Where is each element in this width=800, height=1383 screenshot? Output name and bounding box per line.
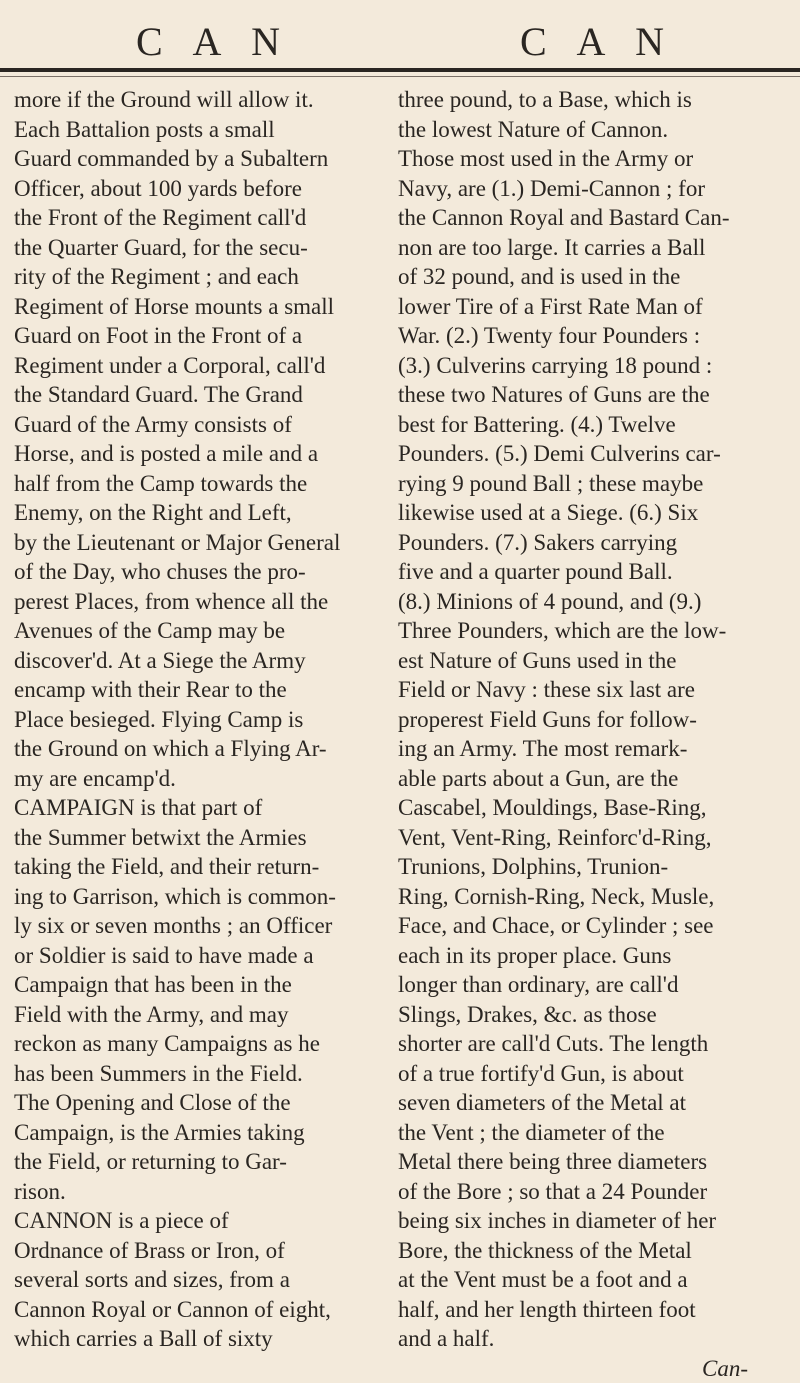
text-line: being six inches in diameter of her (398, 1206, 788, 1236)
text-line: est Nature of Guns used in the (398, 646, 788, 676)
text-line: The Opening and Close of the (14, 1088, 384, 1118)
text-line: Three Pounders, which are the low- (398, 616, 788, 646)
left-column (14, 85, 384, 1354)
text-line: by the Lieutenant or Major General (14, 528, 384, 558)
text-line: Field with the Army, and may (14, 1000, 384, 1030)
text-line: Field or Navy : these six last are (398, 675, 788, 705)
text-line: has been Summers in the Field. (14, 1059, 384, 1089)
text-line: properest Field Guns for follow- (398, 705, 788, 735)
text-line: five and a quarter pound Ball. (398, 557, 788, 587)
text-line: the Quarter Guard, for the secu- (14, 233, 384, 263)
text-line: the Cannon Royal and Bastard Can- (398, 203, 788, 233)
text-line: best for Battering. (4.) Twelve (398, 410, 788, 440)
text-line: which carries a Ball of sixty (14, 1324, 384, 1354)
text-line: CAMPAIGN is that part of (14, 793, 384, 823)
text-line: the Front of the Regiment call'd (14, 203, 384, 233)
text-line: likewise used at a Siege. (6.) Six (398, 498, 788, 528)
text-line: Trunions, Dolphins, Trunion- (398, 852, 788, 882)
text-line: perest Places, from whence all the (14, 587, 384, 617)
text-line: several sorts and sizes, from a (14, 1265, 384, 1295)
text-line: Metal there being three diameters (398, 1147, 788, 1177)
text-line: lower Tire of a First Rate Man of (398, 292, 788, 322)
text-line: the Summer betwixt the Armies (14, 823, 384, 853)
text-line: of a true fortify'd Gun, is about (398, 1059, 788, 1089)
text-line: Bore, the thickness of the Metal (398, 1236, 788, 1266)
text-line: shorter are call'd Cuts. The length (398, 1029, 788, 1059)
text-line: Slings, Drakes, &c. as those (398, 1000, 788, 1030)
text-line: Officer, about 100 yards before (14, 174, 384, 204)
text-line: of 32 pound, and is used in the (398, 262, 788, 292)
text-line: Ring, Cornish-Ring, Neck, Musle, (398, 882, 788, 912)
text-line: Pounders. (5.) Demi Culverins car- (398, 439, 788, 469)
right-column (398, 85, 788, 1383)
text-line: discover'd. At a Siege the Army (14, 646, 384, 676)
text-line: these two Natures of Guns are the (398, 380, 788, 410)
text-line: the lowest Nature of Cannon. (398, 115, 788, 145)
text-line: or Soldier is said to have made a (14, 941, 384, 971)
text-line: ing to Garrison, which is common- (14, 882, 384, 912)
catchword: Can- (398, 1354, 788, 1383)
text-line: the Standard Guard. The Grand (14, 380, 384, 410)
text-line: at the Vent must be a foot and a (398, 1265, 788, 1295)
text-line: Campaign that has been in the (14, 970, 384, 1000)
text-line: half, and her length thirteen foot (398, 1295, 788, 1325)
text-line: three pound, to a Base, which is (398, 85, 788, 115)
text-line: the Vent ; the diameter of the (398, 1118, 788, 1148)
text-line: (3.) Culverins carrying 18 pound : (398, 351, 788, 381)
text-line: of the Bore ; so that a 24 Pounder (398, 1177, 788, 1207)
text-line: Enemy, on the Right and Left, (14, 498, 384, 528)
header-rule-thin (0, 76, 800, 77)
text-line: seven diameters of the Metal at (398, 1088, 788, 1118)
header-left-word: C A N (136, 18, 291, 65)
text-line: the Ground on which a Flying Ar- (14, 734, 384, 764)
text-line: (8.) Minions of 4 pound, and (9.) (398, 587, 788, 617)
running-header (0, 10, 800, 70)
text-line: the Field, or returning to Gar- (14, 1147, 384, 1177)
text-line: of the Day, who chuses the pro- (14, 557, 384, 587)
text-line: Guard of the Army consists of (14, 410, 384, 440)
text-line: taking the Field, and their return- (14, 852, 384, 882)
text-line: more if the Ground will allow it. (14, 85, 384, 115)
text-line: able parts about a Gun, are the (398, 764, 788, 794)
text-line: half from the Camp towards the (14, 469, 384, 499)
text-line: Place besieged. Flying Camp is (14, 705, 384, 735)
header-rule (0, 68, 800, 72)
text-line: rying 9 pound Ball ; these maybe (398, 469, 788, 499)
text-line: Guard on Foot in the Front of a (14, 321, 384, 351)
text-line: and a half. (398, 1324, 788, 1354)
text-line: each in its proper place. Guns (398, 941, 788, 971)
text-line: Regiment of Horse mounts a small (14, 292, 384, 322)
text-line: rison. (14, 1177, 384, 1207)
text-line: Regiment under a Corporal, call'd (14, 351, 384, 381)
text-line: Avenues of the Camp may be (14, 616, 384, 646)
text-line: ing an Army. The most remark- (398, 734, 788, 764)
header-right-word: C A N (520, 18, 675, 65)
text-line: Pounders. (7.) Sakers carrying (398, 528, 788, 558)
text-line: Navy, are (1.) Demi-Cannon ; for (398, 174, 788, 204)
text-line: longer than ordinary, are call'd (398, 970, 788, 1000)
text-line: my are encamp'd. (14, 764, 384, 794)
text-line: ly six or seven months ; an Officer (14, 911, 384, 941)
text-line: Cannon Royal or Cannon of eight, (14, 1295, 384, 1325)
text-line: encamp with their Rear to the (14, 675, 384, 705)
text-line: Cascabel, Mouldings, Base-Ring, (398, 793, 788, 823)
text-line: Horse, and is posted a mile and a (14, 439, 384, 469)
text-line: Those most used in the Army or (398, 144, 788, 174)
text-line: Vent, Vent-Ring, Reinforc'd-Ring, (398, 823, 788, 853)
text-line: Ordnance of Brass or Iron, of (14, 1236, 384, 1266)
text-line: Face, and Chace, or Cylinder ; see (398, 911, 788, 941)
text-line: Campaign, is the Armies taking (14, 1118, 384, 1148)
text-line: War. (2.) Twenty four Pounders : (398, 321, 788, 351)
text-line: CANNON is a piece of (14, 1206, 384, 1236)
text-line: non are too large. It carries a Ball (398, 233, 788, 263)
text-line: reckon as many Campaigns as he (14, 1029, 384, 1059)
text-line: rity of the Regiment ; and each (14, 262, 384, 292)
text-line: Each Battalion posts a small (14, 115, 384, 145)
text-line: Guard commanded by a Subaltern (14, 144, 384, 174)
